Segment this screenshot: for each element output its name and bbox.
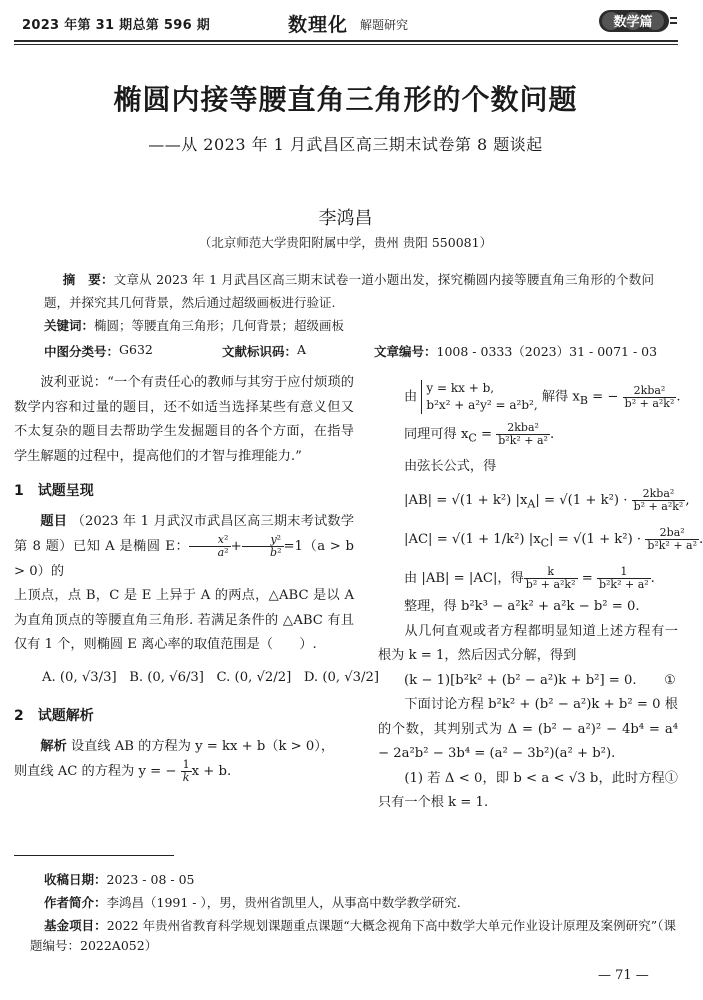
ac-mid: | = √(1 + k²) ·	[549, 531, 646, 547]
page-number: — 71 —	[598, 968, 649, 983]
article-no-value: 1008 - 0333（2023）31 - 0071 - 03	[436, 344, 658, 359]
received-label: 收稿日期：	[44, 872, 107, 887]
system-prefix: 由	[404, 389, 418, 405]
ab-left: |AB| = √(1 + k²) |x	[404, 492, 528, 508]
ac-den: b²k² + a²	[647, 538, 698, 552]
root-paragraph: 从几何直观或者方程都明显知道上述方程有一根为 k = 1，然后因式分解，得到	[378, 623, 678, 664]
journal-brand: 数理化	[288, 14, 349, 36]
chord-formula-line: 由弦长公式，得	[404, 459, 497, 475]
keywords-label: 关键词：	[44, 318, 95, 333]
xc-num: 2kba²	[496, 422, 550, 435]
system-line: 由 y = kx + b, b²x² + a²y² = a²b², 解得 $x_B$ = − $\frac{\text{2kba²}}{\text{b² + a²k²}}$ .	[404, 381, 681, 412]
section-2-heading: 2 试题解析	[14, 708, 94, 724]
intro-paragraph: 波利亚说：“一个有责任心的教师与其穷于应付烦琐的数学内容和过量的题目，还不如适当选择某些有意义但又不太复杂的题目去帮助学生发掘题目的各个方面，在指导学生解题的过程中，提高他们的才智与推理能力.”	[14, 375, 354, 464]
xb-frac	[623, 385, 677, 410]
left-column	[14, 371, 380, 785]
ab-mid: | = √(1 + k²) ·	[535, 492, 632, 508]
doc-label: 文献标识码：	[222, 344, 298, 359]
analysis-text-b: 则直线 AC 的方程为 y = −	[14, 764, 181, 779]
author-affiliation: （北京师范大学贵阳附属中学，贵州 贵阳 550081）	[198, 235, 493, 250]
ab-length-line: |AB| = √(1 + k²) $|x_A| = √(1 + k^2)$ · $\frac{\text{2kba²}}{\text{b² + a²k²}}$ ,	[404, 486, 690, 513]
ellipse-frac-x: $\frac{\text{x²}}{\text{a²}}$	[189, 534, 230, 559]
factored-equation-text: (k − 1)[b²k² + (b² − a²)k + b²] = 0.	[404, 672, 637, 688]
problem-label: 题目	[40, 513, 68, 529]
eqf2-den: b²k² + a²	[598, 577, 649, 591]
ellipse-frac-y: $\frac{\text{y²}}{\text{b²}}$	[242, 534, 284, 559]
section-1-heading: 1 试题呈现	[14, 483, 94, 499]
ab-num: 2kba²	[632, 488, 686, 501]
slope-frac: $\frac{1}{k}$	[182, 758, 190, 784]
analysis-text-c: x + b.	[191, 764, 232, 779]
system-eq-2: b²x² + a²y² = a²b²,	[426, 398, 538, 412]
equality-frac-2	[597, 566, 651, 591]
factored-equation	[378, 669, 678, 694]
equality-frac-1	[524, 566, 578, 591]
choice-d: D. (0, √3/2]	[303, 669, 380, 685]
article-no-label: 文章编号：	[374, 344, 437, 359]
ab-frac	[632, 488, 686, 513]
choice-c: C. (0, √2/2]	[216, 669, 292, 685]
abstract-label: 摘 要：	[62, 272, 114, 287]
doc-value: A	[297, 342, 307, 357]
simplified-equation: 整理，得 b²k³ − a²k² + a²k − b² = 0.	[404, 599, 640, 615]
ab-den: b² + a²k²	[633, 499, 684, 513]
xc-line: 同理可得 $x_C$ = $\frac{\text{2kba²}}{\text{b²k² + a²}}$ .	[404, 421, 555, 447]
equation-number: ①	[664, 672, 676, 688]
clc-label: 中图分类号：	[44, 344, 120, 359]
analysis-label: 解析	[40, 738, 67, 754]
header-rule	[14, 40, 678, 42]
xb-eq: = −	[587, 389, 623, 405]
journal-section: 解题研究	[360, 18, 409, 32]
footnote-rule	[14, 855, 174, 856]
author-bio	[44, 893, 676, 913]
choice-b: B. (0, √6/3]	[129, 669, 204, 685]
choices	[42, 666, 380, 691]
received-date	[44, 870, 676, 890]
abstract-text: 文章从 2023 年 1 月武昌区高三期末试卷一道小题出发，探究椭圆内接等腰直角三角形的个数问题，并探究其几何背景，然后通过超级画板进行验证.	[44, 272, 654, 310]
choice-a: A. (0, √3/3]	[42, 669, 117, 685]
xc-den: b²k² + a²	[498, 434, 548, 447]
equation-system	[421, 380, 537, 414]
fund-value: 2022 年贵州省教育科学规划课题重点课题“大概念视角下高中数学大单元作业设计原理及案例研究”（课题编号：2022A052）	[30, 918, 676, 953]
analysis-line-b	[14, 759, 354, 785]
received-value: 2023 - 08 - 05	[106, 872, 195, 887]
ac-left: |AC| = √(1 + 1/k²) |x	[404, 531, 541, 547]
xc-prefix: 同理可得 x	[404, 427, 469, 442]
section-badge-icon	[598, 8, 678, 34]
fund-project	[30, 916, 676, 956]
system-eq-1: y = kx + b,	[426, 381, 495, 395]
article-subtitle: ——从 2023 年 1 月武昌区高三期末试卷第 8 题谈起	[148, 135, 543, 154]
xb-prefix: 解得 x	[541, 389, 580, 405]
ac-num: 2ba²	[645, 527, 699, 540]
analysis-paragraph	[14, 735, 354, 760]
analysis-text-a: 设直线 AB 的方程为 y = kx + b（k > 0），	[70, 738, 335, 754]
fund-label: 基金项目：	[44, 918, 107, 933]
bio-value: 李鸿昌（1991 - ），男，贵州省凯里人，从事高中数学教学研究.	[106, 895, 461, 910]
eqf1-num: k	[524, 566, 578, 579]
problem-paragraph: 题目 （2023 年 1 月武汉市武昌区高三期末考试数学第 8 题）已知 A 是椭圆 E： $\frac{\text{x²}}{\text{a²}}$ + $\frac{\text{y²}}{\text{b²}}$ =1（a > b > 0）的	[14, 513, 355, 579]
xc-frac	[496, 422, 550, 447]
equality-line: 由 |AB| = |AC|，得 $\frac{k}{\text{b² + a²k²}}$ = $\frac{1}{\text{b²k² + a²}}$ .	[404, 564, 655, 591]
problem-text-c: 上顶点，点 B，C 是 E 上异于 A 的两点，△ABC 是以 A 为直角顶点的等腰直角三角形. 若满足条件的 △ABC 有且仅有 1 个，则椭圆 E 离心率的取值范围是（ ）.	[14, 588, 354, 652]
issue-info: 2023 年第 31 期总第 596 期	[22, 18, 211, 33]
abstract-block	[44, 268, 654, 337]
ac-frac	[645, 527, 699, 552]
header-rule-thin	[14, 44, 678, 45]
right-column	[378, 380, 703, 816]
keywords-text: 椭圆；等腰直角三角形；几何背景；超级画板	[94, 318, 345, 333]
case-1-paragraph: (1) 若 Δ < 0，即 b < a < √3 b，此时方程①只有一个根 k = 1.	[378, 770, 678, 811]
author-name: 李鸿昌	[318, 208, 373, 229]
clc-value: G632	[119, 342, 153, 357]
bio-label: 作者简介：	[44, 895, 107, 910]
article-title: 椭圆内接等腰直角三角形的个数问题	[113, 83, 578, 116]
eqf2-num: 1	[597, 566, 651, 579]
xb-den: b² + a²k²	[624, 396, 675, 410]
equality-prefix: 由 |AB| = |AC|，得	[404, 570, 524, 586]
badge-label: 数学篇	[613, 15, 653, 30]
ac-length-line: |AC| = √(1 + 1/k²) $|x_C| = √(1 + k^2)$ · $\frac{\text{2ba²}}{\text{b²k² + a²}}$ .	[404, 525, 703, 552]
problem-text-a: （2023 年 1 月武汉市武昌区高三期末考试数学第 8 题）已知 A 是椭圆 E：	[14, 513, 355, 554]
eqf1-den: b² + a²k²	[525, 577, 576, 591]
discriminant-paragraph: 下面讨论方程 b²k² + (b² − a²)k + b² = 0 根的个数，其判别式为 Δ = (b² − a²)² − 4b⁴ = a⁴ − 2a²b² − 3b⁴ = (a² − 3b²)(a² + b²).	[378, 697, 678, 762]
xb-num: 2kba²	[623, 385, 677, 398]
problem-text-b: =1（a > b > 0）的	[14, 539, 355, 579]
